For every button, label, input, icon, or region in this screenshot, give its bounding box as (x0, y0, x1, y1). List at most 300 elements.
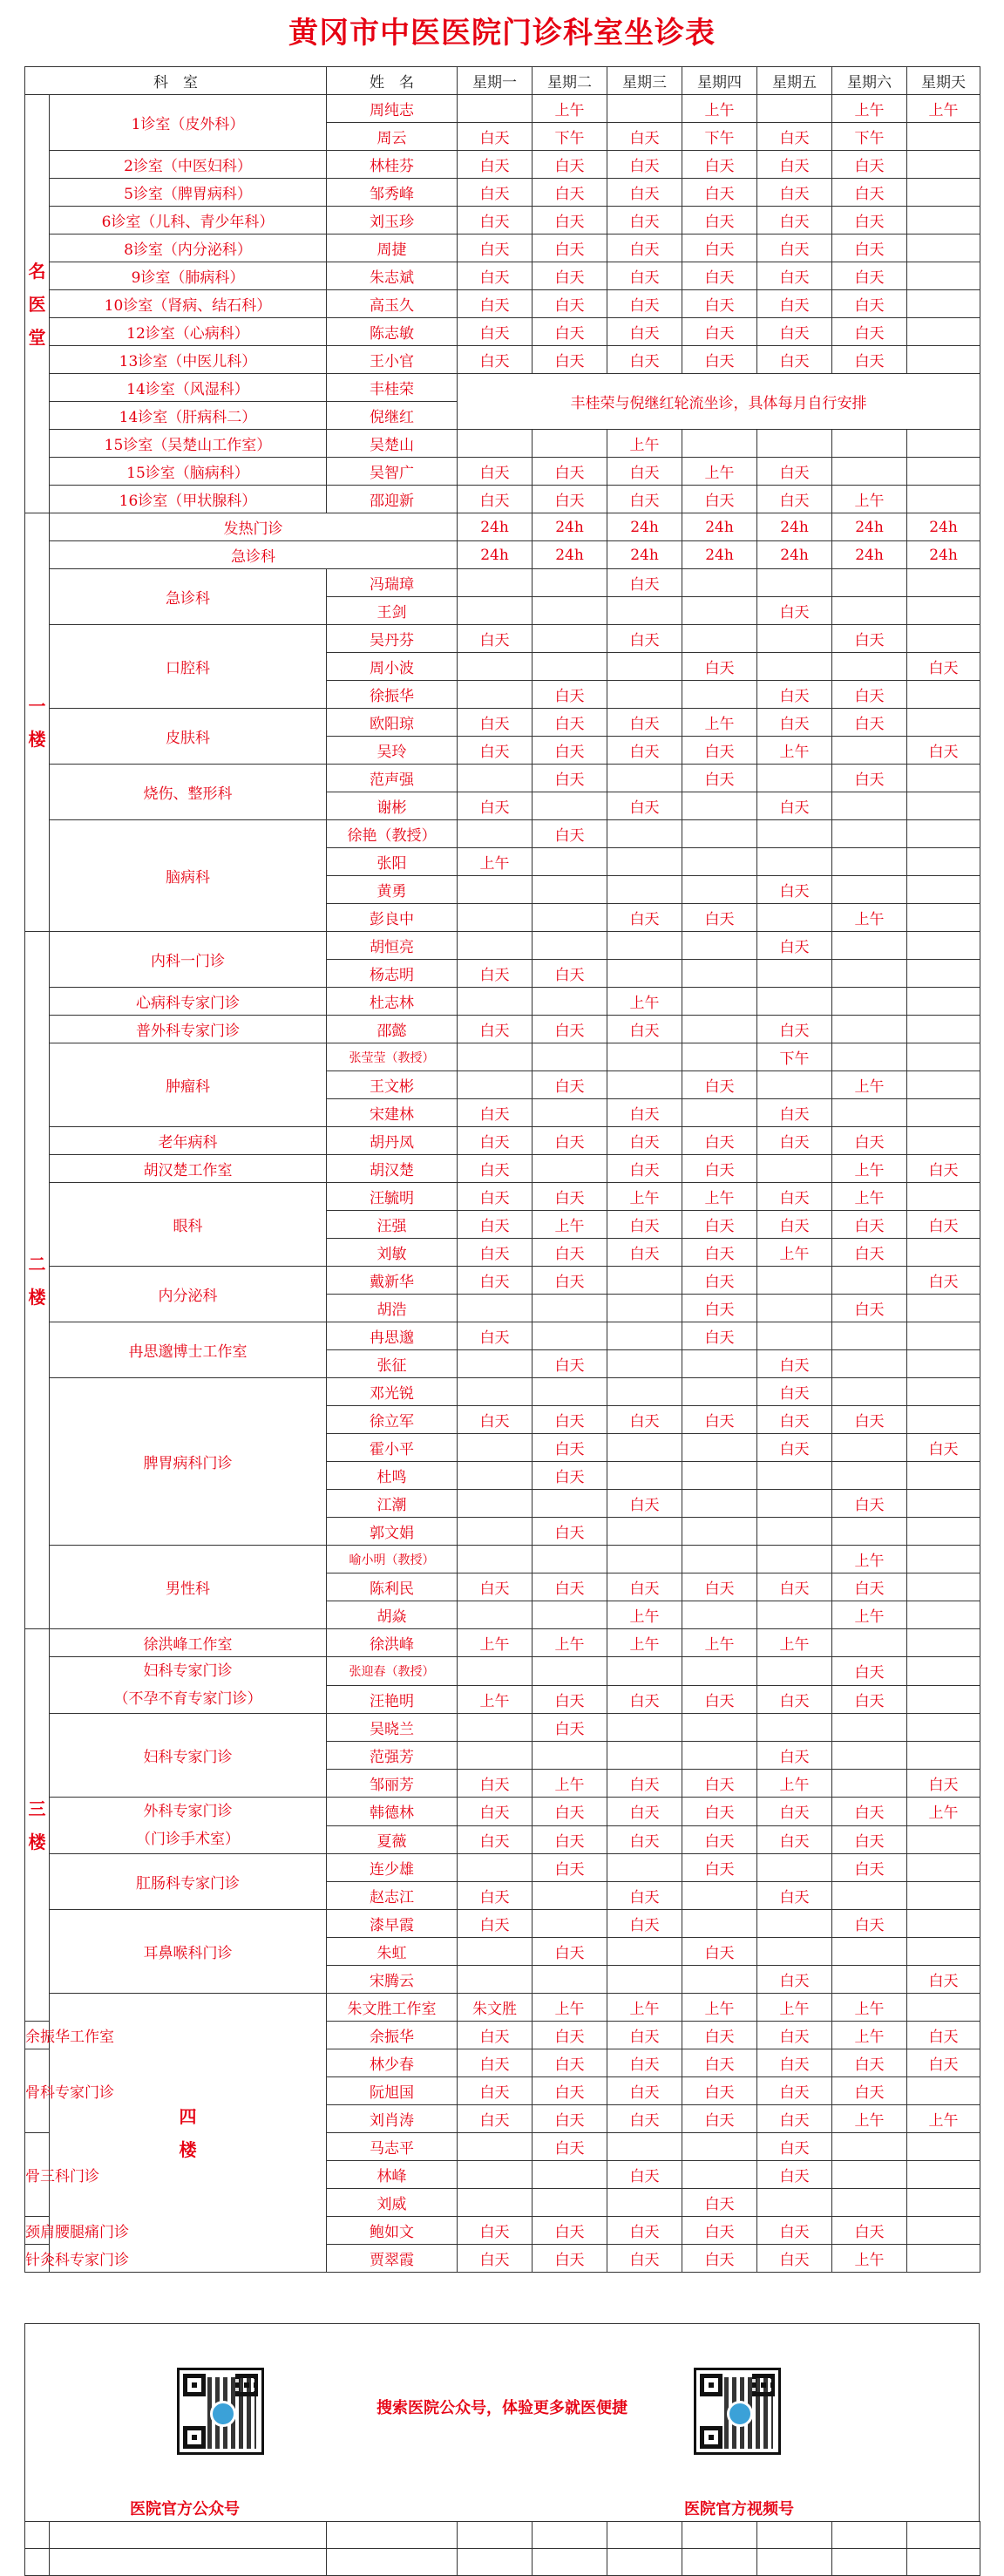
schedule-cell: 24h (907, 541, 980, 569)
schedule-cell: 白天 (832, 1295, 907, 1322)
schedule-cell: 白天 (607, 2245, 682, 2273)
schedule-cell (757, 1490, 832, 1518)
schedule-cell (907, 1629, 980, 1657)
schedule-cell (832, 1938, 907, 1966)
doctor-name: 夏薇 (327, 1825, 458, 1854)
schedule-cell: 上午 (607, 1994, 682, 2022)
schedule-cell: 白天 (682, 207, 757, 234)
doctor-name: 周捷 (327, 234, 458, 262)
department-name: 9诊室（肺病科） (50, 262, 327, 290)
schedule-cell: 白天 (458, 458, 533, 486)
schedule-row (25, 513, 980, 541)
doctor-name: 徐振华 (327, 681, 458, 709)
department-name: 口腔科 (50, 625, 327, 709)
doctor-name: 马志平 (327, 2133, 458, 2161)
schedule-cell: 白天 (757, 932, 832, 960)
schedule-cell: 白天 (533, 1938, 607, 1966)
schedule-cell (607, 1714, 682, 1742)
schedule-cell (607, 1854, 682, 1882)
schedule-cell: 白天 (458, 960, 533, 988)
schedule-cell: 白天 (533, 234, 607, 262)
schedule-cell: 白天 (607, 569, 682, 597)
schedule-cell: 白天 (458, 1406, 533, 1434)
schedule-cell (757, 1462, 832, 1490)
schedule-cell (907, 1071, 980, 1099)
schedule-cell: 白天 (607, 1406, 682, 1434)
schedule-cell: 白天 (458, 737, 533, 765)
schedule-row (25, 179, 980, 207)
schedule-cell: 24h (533, 513, 607, 541)
schedule-cell (533, 2189, 607, 2217)
schedule-cell (607, 1657, 682, 1686)
schedule-cell: 白天 (458, 709, 533, 737)
doctor-name: 邵懿 (327, 1016, 458, 1043)
schedule-cell: 白天 (533, 681, 607, 709)
schedule-cell (533, 1322, 607, 1350)
header-day: 星期二 (533, 67, 607, 95)
schedule-cell: 白天 (533, 2133, 607, 2161)
schedule-cell: 白天 (607, 737, 682, 765)
department-name: 脑病科 (50, 820, 327, 932)
doctor-name: 赵志江 (327, 1882, 458, 1910)
department-name: 妇科专家门诊 （不孕不育专家门诊） (50, 1657, 327, 1714)
schedule-cell: 白天 (682, 262, 757, 290)
schedule-cell: 白天 (607, 2161, 682, 2189)
schedule-cell (458, 2161, 533, 2189)
schedule-cell (907, 1910, 980, 1938)
schedule-cell (832, 988, 907, 1016)
department-name: 2诊室（中医妇科） (50, 151, 327, 179)
schedule-cell: 白天 (757, 2077, 832, 2105)
doctor-name: 吴晓兰 (327, 1714, 458, 1742)
schedule-cell (907, 848, 980, 876)
header-day: 星期三 (607, 67, 682, 95)
doctor-name: 张征 (327, 1350, 458, 1378)
schedule-cell (458, 681, 533, 709)
schedule-cell (832, 569, 907, 597)
schedule-cell: 白天 (832, 151, 907, 179)
schedule-cell: 白天 (533, 2049, 607, 2077)
doctor-name: 杨志明 (327, 960, 458, 988)
department-name: 肛肠科专家门诊 (50, 1854, 327, 1910)
schedule-cell: 白天 (607, 709, 682, 737)
doctor-name: 邹丽芳 (327, 1770, 458, 1798)
doctor-name: 朱虹 (327, 1938, 458, 1966)
schedule-cell: 白天 (607, 2217, 682, 2245)
department-name: 5诊室（脾胃病科） (50, 179, 327, 207)
schedule-cell: 白天 (682, 290, 757, 318)
schedule-cell (907, 1462, 980, 1490)
schedule-cell (832, 1350, 907, 1378)
schedule-cell: 白天 (458, 1322, 533, 1350)
schedule-cell (458, 1295, 533, 1322)
schedule-cell (907, 262, 980, 290)
schedule-cell: 白天 (682, 1406, 757, 1434)
schedule-cell (757, 1518, 832, 1546)
schedule-cell (907, 1378, 980, 1406)
schedule-cell: 白天 (458, 1825, 533, 1854)
header-doctor: 姓 名 (327, 67, 458, 95)
schedule-cell (832, 960, 907, 988)
schedule-cell: 24h (607, 541, 682, 569)
schedule-row (25, 625, 980, 653)
schedule-cell: 白天 (533, 1462, 607, 1490)
schedule-row (25, 709, 980, 737)
schedule-cell (907, 346, 980, 374)
schedule-cell: 白天 (533, 1016, 607, 1043)
schedule-cell: 白天 (607, 2022, 682, 2049)
doctor-name: 张迎春（教授） (327, 1657, 458, 1686)
schedule-cell (907, 1882, 980, 1910)
schedule-row (25, 541, 980, 569)
schedule-cell: 上午 (682, 458, 757, 486)
schedule-row (25, 1854, 980, 1882)
schedule-cell: 上午 (682, 1629, 757, 1657)
schedule-cell (607, 848, 682, 876)
schedule-cell: 白天 (757, 1183, 832, 1211)
schedule-cell (682, 792, 757, 820)
schedule-cell: 白天 (757, 1966, 832, 1994)
schedule-cell: 白天 (533, 820, 607, 848)
schedule-cell: 白天 (757, 1127, 832, 1155)
schedule-cell (607, 820, 682, 848)
schedule-cell (907, 1573, 980, 1601)
schedule-cell: 白天 (757, 792, 832, 820)
schedule-cell: 白天 (607, 234, 682, 262)
schedule-cell (907, 1601, 980, 1629)
doctor-name: 江潮 (327, 1490, 458, 1518)
schedule-row (25, 1657, 980, 1686)
schedule-cell (533, 1490, 607, 1518)
department-name: 余振华工作室 (25, 2022, 50, 2049)
schedule-cell: 上午 (832, 2022, 907, 2049)
header-day: 星期五 (757, 67, 832, 95)
schedule-cell (458, 1938, 533, 1966)
schedule-cell: 白天 (533, 1714, 607, 1742)
schedule-cell: 白天 (607, 1127, 682, 1155)
schedule-cell (832, 1099, 907, 1127)
schedule-cell: 白天 (907, 1966, 980, 1994)
schedule-row (25, 207, 980, 234)
schedule-cell: 白天 (607, 1798, 682, 1826)
schedule-cell (458, 653, 533, 681)
schedule-cell: 白天 (832, 234, 907, 262)
doctor-name: 谢彬 (327, 792, 458, 820)
schedule-cell: 白天 (458, 1239, 533, 1267)
doctor-name: 喻小明（教授） (327, 1546, 458, 1573)
doctor-name: 徐艳（教授） (327, 820, 458, 848)
doctor-name: 周纯志 (327, 95, 458, 123)
schedule-cell: 白天 (533, 960, 607, 988)
schedule-cell (907, 1295, 980, 1322)
schedule-cell (832, 1742, 907, 1770)
schedule-cell: 白天 (832, 207, 907, 234)
schedule-cell: 白天 (757, 290, 832, 318)
schedule-cell: 白天 (533, 1183, 607, 1211)
schedule-row (25, 1798, 980, 1826)
schedule-cell (607, 876, 682, 904)
schedule-cell: 白天 (682, 179, 757, 207)
schedule-cell (832, 737, 907, 765)
department-name: 针灸科专家门诊 (25, 2245, 50, 2273)
doctor-name: 朱文胜 (458, 1994, 533, 2022)
schedule-cell: 白天 (907, 2049, 980, 2077)
floor-label: 一 楼 (25, 513, 50, 932)
doctor-name: 陈利民 (327, 1573, 458, 1601)
schedule-cell: 白天 (757, 458, 832, 486)
schedule-cell (757, 95, 832, 123)
schedule-cell (458, 988, 533, 1016)
schedule-cell (757, 1938, 832, 1966)
schedule-cell: 白天 (757, 1742, 832, 1770)
schedule-cell: 上午 (458, 1685, 533, 1714)
schedule-cell: 上午 (832, 1183, 907, 1211)
schedule-cell: 白天 (682, 234, 757, 262)
schedule-row (25, 290, 980, 318)
schedule-cell: 白天 (607, 290, 682, 318)
schedule-cell (682, 1966, 757, 1994)
schedule-cell (907, 179, 980, 207)
doctor-name: 冉思邈 (327, 1322, 458, 1350)
schedule-cell: 白天 (533, 207, 607, 234)
schedule-cell: 白天 (682, 2077, 757, 2105)
schedule-cell: 白天 (682, 1938, 757, 1966)
schedule-cell: 白天 (458, 625, 533, 653)
schedule-cell: 白天 (533, 290, 607, 318)
schedule-row (25, 1155, 980, 1183)
schedule-cell (907, 1322, 980, 1350)
department-name: 14诊室（肝病科二） (50, 402, 327, 430)
schedule-cell: 白天 (757, 346, 832, 374)
schedule-cell: 白天 (458, 2077, 533, 2105)
schedule-cell (533, 597, 607, 625)
department-name: 15诊室（脑病科） (50, 458, 327, 486)
schedule-row (25, 1714, 980, 1742)
schedule-cell (832, 1966, 907, 1994)
schedule-cell: 白天 (533, 318, 607, 346)
schedule-cell: 白天 (832, 1406, 907, 1434)
blank-grid (24, 2521, 980, 2576)
schedule-cell: 白天 (458, 290, 533, 318)
doctor-name: 汪强 (327, 1211, 458, 1239)
schedule-cell: 白天 (907, 1267, 980, 1295)
schedule-cell: 白天 (607, 1211, 682, 1239)
schedule-row (25, 95, 980, 123)
schedule-cell: 白天 (533, 1573, 607, 1601)
department-name: 骨三科门诊 (25, 2133, 50, 2217)
schedule-cell: 白天 (682, 346, 757, 374)
schedule-cell (458, 2133, 533, 2161)
schedule-cell: 上午 (682, 95, 757, 123)
doctor-name: 林桂芬 (327, 151, 458, 179)
doctor-name: 连少雄 (327, 1854, 458, 1882)
floor-label: 四 楼 (50, 1994, 327, 2273)
schedule-cell: 白天 (607, 1239, 682, 1267)
schedule-cell: 白天 (607, 2105, 682, 2133)
schedule-cell: 白天 (458, 792, 533, 820)
schedule-cell (607, 1518, 682, 1546)
schedule-cell (458, 1378, 533, 1406)
schedule-cell (458, 1966, 533, 1994)
schedule-cell: 白天 (832, 1825, 907, 1854)
department-name: 14诊室（风湿科） (50, 374, 327, 402)
department-name: 胡汉楚工作室 (50, 1155, 327, 1183)
schedule-cell: 白天 (832, 346, 907, 374)
header-day: 星期六 (832, 67, 907, 95)
schedule-cell (832, 653, 907, 681)
schedule-cell (607, 1350, 682, 1378)
schedule-cell (682, 1490, 757, 1518)
doctor-name: 胡焱 (327, 1601, 458, 1629)
doctor-name: 高玉久 (327, 290, 458, 318)
schedule-cell: 白天 (607, 625, 682, 653)
schedule-cell: 白天 (458, 1099, 533, 1127)
schedule-cell (907, 2161, 980, 2189)
schedule-cell: 白天 (757, 1016, 832, 1043)
schedule-row (25, 1267, 980, 1295)
schedule-cell: 白天 (757, 1406, 832, 1434)
footer-panel (24, 2323, 980, 2521)
doctor-name: 陈志敏 (327, 318, 458, 346)
schedule-row (25, 1127, 980, 1155)
schedule-cell (682, 569, 757, 597)
schedule-cell: 下午 (757, 1043, 832, 1071)
schedule-cell: 白天 (533, 1127, 607, 1155)
department-name: 脾胃病科门诊 (50, 1378, 327, 1546)
schedule-cell: 白天 (832, 1239, 907, 1267)
doctor-name: 邓光锐 (327, 1378, 458, 1406)
schedule-cell (458, 1350, 533, 1378)
schedule-cell: 白天 (832, 1657, 907, 1686)
schedule-cell (907, 1994, 980, 2022)
schedule-cell (458, 1071, 533, 1099)
schedule-cell: 白天 (757, 318, 832, 346)
schedule-cell (533, 904, 607, 932)
schedule-cell: 白天 (682, 2189, 757, 2217)
schedule-cell: 上午 (607, 1601, 682, 1629)
schedule-cell (682, 988, 757, 1016)
schedule-cell: 下午 (682, 123, 757, 151)
schedule-cell (907, 820, 980, 848)
doctor-name: 刘敏 (327, 1239, 458, 1267)
department-name: 发热门诊 (50, 513, 458, 541)
doctor-name: 漆早霞 (327, 1910, 458, 1938)
schedule-cell (832, 1518, 907, 1546)
schedule-cell: 上午 (757, 1994, 832, 2022)
schedule-cell: 白天 (757, 1211, 832, 1239)
schedule-cell: 白天 (682, 1071, 757, 1099)
schedule-cell (757, 1657, 832, 1686)
schedule-cell (458, 1546, 533, 1573)
floor-label: 三 楼 (25, 1629, 50, 2022)
schedule-cell (832, 1043, 907, 1071)
schedule-cell: 白天 (607, 123, 682, 151)
schedule-row (25, 1322, 980, 1350)
header-day: 星期天 (907, 67, 980, 95)
schedule-cell: 上午 (757, 1239, 832, 1267)
schedule-cell (458, 1490, 533, 1518)
schedule-cell: 白天 (607, 1573, 682, 1601)
schedule-cell (682, 1043, 757, 1071)
schedule-cell: 白天 (458, 318, 533, 346)
schedule-cell (682, 960, 757, 988)
schedule-cell (757, 765, 832, 792)
schedule-cell (757, 1910, 832, 1938)
header-day: 星期四 (682, 67, 757, 95)
schedule-cell: 上午 (682, 709, 757, 737)
schedule-cell: 白天 (458, 1127, 533, 1155)
schedule-cell: 白天 (533, 179, 607, 207)
schedule-cell (757, 960, 832, 988)
schedule-cell (907, 1742, 980, 1770)
schedule-cell: 白天 (458, 2022, 533, 2049)
schedule-cell: 白天 (757, 597, 832, 625)
schedule-cell (607, 2189, 682, 2217)
schedule-cell (682, 625, 757, 653)
schedule-cell: 白天 (607, 2049, 682, 2077)
department-name: 烧伤、整形科 (50, 765, 327, 820)
schedule-cell: 白天 (533, 458, 607, 486)
schedule-cell: 白天 (907, 1155, 980, 1183)
schedule-cell (907, 458, 980, 486)
schedule-cell: 白天 (757, 486, 832, 513)
schedule-cell: 白天 (607, 1099, 682, 1127)
schedule-row (25, 374, 980, 402)
schedule-cell (757, 653, 832, 681)
schedule-cell (832, 458, 907, 486)
schedule-cell: 上午 (832, 1994, 907, 2022)
schedule-cell: 白天 (832, 290, 907, 318)
schedule-cell (907, 709, 980, 737)
schedule-cell: 白天 (757, 2245, 832, 2273)
schedule-cell (907, 1490, 980, 1518)
schedule-row (25, 569, 980, 597)
schedule-cell: 上午 (607, 1183, 682, 1211)
schedule-cell: 白天 (607, 151, 682, 179)
schedule-cell: 白天 (682, 318, 757, 346)
schedule-cell: 24h (533, 541, 607, 569)
schedule-cell: 白天 (607, 262, 682, 290)
schedule-cell: 白天 (458, 2245, 533, 2273)
schedule-cell: 上午 (832, 1155, 907, 1183)
schedule-cell: 白天 (607, 1825, 682, 1854)
schedule-cell (607, 1938, 682, 1966)
schedule-cell (907, 569, 980, 597)
schedule-cell (832, 430, 907, 458)
schedule-cell (907, 792, 980, 820)
schedule-cell: 白天 (533, 346, 607, 374)
doctor-name: 宋腾云 (327, 1966, 458, 1994)
official-account-label: 医院官方公众号 (130, 2500, 240, 2518)
schedule-cell: 上午 (832, 904, 907, 932)
schedule-cell (533, 1910, 607, 1938)
schedule-cell: 24h (682, 541, 757, 569)
schedule-cell: 白天 (757, 2105, 832, 2133)
schedule-cell: 白天 (607, 179, 682, 207)
schedule-cell: 白天 (682, 1155, 757, 1183)
schedule-cell: 白天 (533, 1798, 607, 1826)
schedule-cell (682, 1462, 757, 1490)
schedule-cell (533, 1043, 607, 1071)
schedule-cell (907, 681, 980, 709)
schedule-cell (607, 2133, 682, 2161)
schedule-cell: 白天 (458, 1573, 533, 1601)
schedule-cell: 上午 (607, 430, 682, 458)
schedule-cell: 白天 (607, 207, 682, 234)
schedule-cell (907, 1127, 980, 1155)
doctor-name: 冯瑞璋 (327, 569, 458, 597)
department-name: 颈肩腰腿痛门诊 (25, 2217, 50, 2245)
